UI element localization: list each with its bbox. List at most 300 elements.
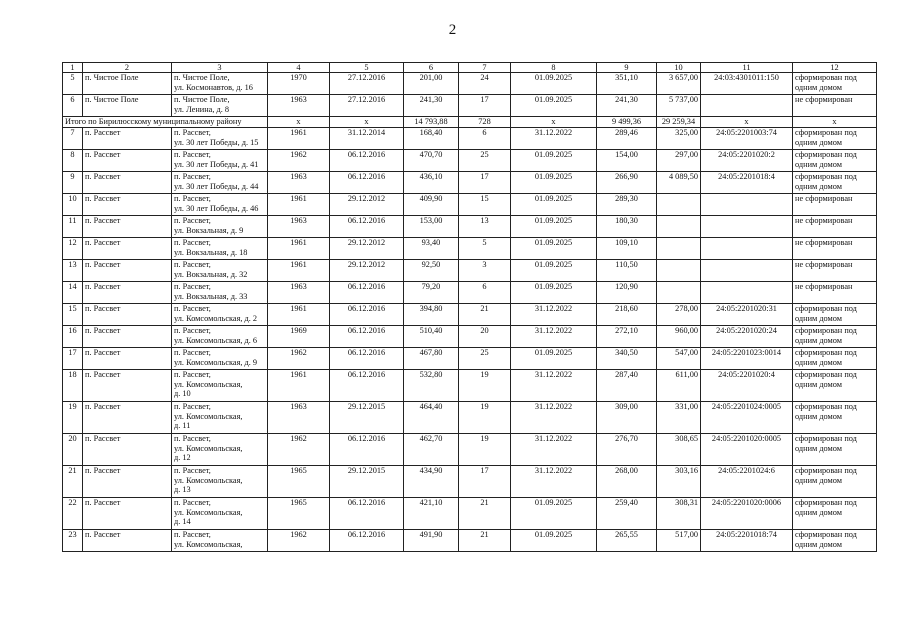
status-line: не сформирован [795, 95, 853, 104]
deadline: 01.09.2025 [511, 530, 597, 552]
recognition-date: 06.12.2016 [330, 282, 404, 304]
address [172, 304, 268, 326]
cadastral-number: 24:05:2201003:74 [701, 128, 793, 150]
area: 464,40 [404, 402, 459, 434]
build-year: 1961 [268, 304, 330, 326]
land-area: 4 089,50 [657, 172, 701, 194]
settlement: п. Рассвет [83, 326, 172, 348]
settlement: п. Рассвет [83, 498, 172, 530]
residents: 17 [459, 95, 511, 117]
settlement: п. Рассвет [83, 466, 172, 498]
row-number: 15 [63, 304, 83, 326]
land-area [657, 282, 701, 304]
status-line: одним домом [795, 335, 843, 345]
land-status [793, 95, 877, 117]
area: 92,50 [404, 260, 459, 282]
row-number: 13 [63, 260, 83, 282]
column-number: 7 [459, 63, 511, 73]
recognition-date: 29.12.2015 [330, 466, 404, 498]
row-number: 11 [63, 216, 83, 238]
settlement: п. Рассвет [83, 194, 172, 216]
recognition-date: 06.12.2016 [330, 150, 404, 172]
area: 462,70 [404, 434, 459, 466]
table-row [63, 434, 877, 466]
land-area: 547,00 [657, 348, 701, 370]
build-year: 1961 [268, 260, 330, 282]
status-line: одним домом [795, 475, 843, 485]
status-line: одним домом [795, 181, 843, 191]
deadline: 31.12.2022 [511, 370, 597, 402]
table-row [63, 128, 877, 150]
recognition-date: 06.12.2016 [330, 172, 404, 194]
deadline: 01.09.2025 [511, 172, 597, 194]
address-line: д. 11 [174, 421, 191, 431]
address-line: д. 13 [174, 485, 191, 495]
address [172, 95, 268, 117]
recognition-date: 06.12.2016 [330, 370, 404, 402]
status-line: сформирован под [795, 498, 857, 507]
area-2: 289,30 [597, 194, 657, 216]
residents: 19 [459, 402, 511, 434]
status-line: не сформирован [795, 194, 853, 203]
settlement: п. Рассвет [83, 282, 172, 304]
cadastral-number: 24:05:2201020:24 [701, 326, 793, 348]
area-2: 287,40 [597, 370, 657, 402]
column-number: 11 [701, 63, 793, 73]
land-status [793, 194, 877, 216]
total-deadline: х [511, 117, 597, 128]
status-line: одним домом [795, 443, 843, 453]
address [172, 466, 268, 498]
row-number: 7 [63, 128, 83, 150]
area: 436,10 [404, 172, 459, 194]
settlement: п. Рассвет [83, 150, 172, 172]
total-residents: 728 [459, 117, 511, 128]
address-line: п. Рассвет, [174, 326, 211, 335]
cadastral-number: 24:05:2201018:4 [701, 172, 793, 194]
column-number: 12 [793, 63, 877, 73]
cadastral-number [701, 260, 793, 282]
address [172, 402, 268, 434]
address-line: п. Рассвет, [174, 216, 211, 225]
address [172, 172, 268, 194]
address-line: ул. Вокзальная, д. 18 [174, 247, 248, 257]
status-line: сформирован под [795, 326, 857, 335]
deadline: 01.09.2025 [511, 238, 597, 260]
table-row [63, 530, 877, 552]
address [172, 370, 268, 402]
address-line: ул. Комсомольская, д. 2 [174, 313, 258, 323]
status-line: одним домом [795, 507, 843, 517]
residents: 19 [459, 370, 511, 402]
address-line: п. Рассвет, [174, 466, 211, 475]
residents: 24 [459, 73, 511, 95]
row-number: 8 [63, 150, 83, 172]
address-line: ул. Комсомольская, [174, 411, 243, 421]
address [172, 216, 268, 238]
column-number: 6 [404, 63, 459, 73]
residents: 6 [459, 128, 511, 150]
settlement: п. Рассвет [83, 260, 172, 282]
row-number: 16 [63, 326, 83, 348]
status-line: одним домом [795, 411, 843, 421]
area-2: 265,55 [597, 530, 657, 552]
address-line: ул. Комсомольская, [174, 443, 243, 453]
settlement: п. Чистое Поле [83, 73, 172, 95]
land-area: 297,00 [657, 150, 701, 172]
area: 394,80 [404, 304, 459, 326]
deadline: 31.12.2022 [511, 434, 597, 466]
cadastral-number: 24:05:2201020:4 [701, 370, 793, 402]
row-number: 9 [63, 172, 83, 194]
address-line: ул. Комсомольская, д. 6 [174, 335, 258, 345]
recognition-date: 29.12.2012 [330, 260, 404, 282]
address-line: п. Чистое Поле, [174, 95, 230, 104]
table-row [63, 194, 877, 216]
residents: 20 [459, 326, 511, 348]
build-year: 1961 [268, 370, 330, 402]
table-row [63, 498, 877, 530]
address [172, 194, 268, 216]
status-line: сформирован под [795, 466, 857, 475]
area-2: 289,46 [597, 128, 657, 150]
total-land-area: 29 259,34 [657, 117, 701, 128]
settlement: п. Рассвет [83, 238, 172, 260]
area-2: 218,60 [597, 304, 657, 326]
status-line: одним домом [795, 137, 843, 147]
area: 467,80 [404, 348, 459, 370]
area: 153,00 [404, 216, 459, 238]
status-line: одним домом [795, 313, 843, 323]
address [172, 73, 268, 95]
status-line: одним домом [795, 539, 843, 549]
residents: 5 [459, 238, 511, 260]
status-line: сформирован под [795, 172, 857, 181]
deadline: 01.09.2025 [511, 260, 597, 282]
settlement: п. Рассвет [83, 304, 172, 326]
status-line: сформирован под [795, 530, 857, 539]
address-line: п. Рассвет, [174, 402, 211, 411]
land-status [793, 348, 877, 370]
area-2: 241,30 [597, 95, 657, 117]
column-number: 5 [330, 63, 404, 73]
address-line: п. Рассвет, [174, 150, 211, 159]
status-line: одним домом [795, 82, 843, 92]
deadline: 01.09.2025 [511, 216, 597, 238]
recognition-date: 06.12.2016 [330, 348, 404, 370]
address-line: ул. Вокзальная, д. 33 [174, 291, 248, 301]
land-area: 303,16 [657, 466, 701, 498]
column-number: 4 [268, 63, 330, 73]
deadline: 01.09.2025 [511, 498, 597, 530]
land-status [793, 466, 877, 498]
total-area-2: 9 499,36 [597, 117, 657, 128]
recognition-date: 06.12.2016 [330, 498, 404, 530]
status-line: сформирован под [795, 150, 857, 159]
column-number: 9 [597, 63, 657, 73]
table-row [63, 95, 877, 117]
deadline: 01.09.2025 [511, 282, 597, 304]
build-year: 1963 [268, 282, 330, 304]
table-row [63, 282, 877, 304]
deadline: 31.12.2022 [511, 326, 597, 348]
settlement: п. Рассвет [83, 434, 172, 466]
area-2: 109,10 [597, 238, 657, 260]
table-row [63, 260, 877, 282]
total-label: Итого по Бирилюсскому муниципальному району [63, 117, 268, 128]
residents: 6 [459, 282, 511, 304]
row-number: 22 [63, 498, 83, 530]
recognition-date: 27.12.2016 [330, 95, 404, 117]
status-line: сформирован под [795, 348, 857, 357]
land-area [657, 216, 701, 238]
area: 168,40 [404, 128, 459, 150]
cadastral-number [701, 194, 793, 216]
recognition-date: 06.12.2016 [330, 216, 404, 238]
table-row [63, 238, 877, 260]
address [172, 348, 268, 370]
settlement: п. Рассвет [83, 370, 172, 402]
address [172, 498, 268, 530]
table-row [63, 150, 877, 172]
total-area: 14 793,88 [404, 117, 459, 128]
status-line: не сформирован [795, 260, 853, 269]
build-year: 1963 [268, 172, 330, 194]
status-line: не сформирован [795, 238, 853, 247]
address-line: п. Рассвет, [174, 238, 211, 247]
land-area: 331,00 [657, 402, 701, 434]
table-row [63, 73, 877, 95]
land-status [793, 128, 877, 150]
area-2: 351,10 [597, 73, 657, 95]
land-status [793, 326, 877, 348]
status-line: сформирован под [795, 402, 857, 411]
deadline: 01.09.2025 [511, 150, 597, 172]
residents: 21 [459, 304, 511, 326]
recognition-date: 06.12.2016 [330, 326, 404, 348]
table-row [63, 370, 877, 402]
housing-table [62, 62, 877, 552]
deadline: 01.09.2025 [511, 73, 597, 95]
address-line: ул. Комсомольская, [174, 379, 243, 389]
row-number: 12 [63, 238, 83, 260]
area-2: 268,00 [597, 466, 657, 498]
total-cadastral: х [701, 117, 793, 128]
address [172, 530, 268, 552]
build-year: 1963 [268, 216, 330, 238]
address-line: ул. 30 лет Победы, д. 41 [174, 159, 259, 169]
build-year: 1965 [268, 498, 330, 530]
residents: 17 [459, 172, 511, 194]
settlement: п. Чистое Поле [83, 95, 172, 117]
page-number: 2 [448, 22, 457, 38]
row-number: 6 [63, 95, 83, 117]
row-number: 21 [63, 466, 83, 498]
address-line: ул. Вокзальная, д. 32 [174, 269, 248, 279]
residents: 19 [459, 434, 511, 466]
address [172, 434, 268, 466]
deadline: 01.09.2025 [511, 95, 597, 117]
address-line: п. Чистое Поле, [174, 73, 230, 82]
area: 201,00 [404, 73, 459, 95]
area-2: 110,50 [597, 260, 657, 282]
residents: 13 [459, 216, 511, 238]
deadline: 31.12.2022 [511, 304, 597, 326]
land-area: 308,31 [657, 498, 701, 530]
area-2: 266,90 [597, 172, 657, 194]
land-status [793, 172, 877, 194]
row-number: 17 [63, 348, 83, 370]
build-year: 1962 [268, 530, 330, 552]
build-year: 1961 [268, 128, 330, 150]
settlement: п. Рассвет [83, 128, 172, 150]
recognition-date: 31.12.2014 [330, 128, 404, 150]
area: 491,90 [404, 530, 459, 552]
land-status [793, 434, 877, 466]
address-line: п. Рассвет, [174, 498, 211, 507]
column-number: 8 [511, 63, 597, 73]
land-status [793, 498, 877, 530]
settlement: п. Рассвет [83, 530, 172, 552]
land-area: 278,00 [657, 304, 701, 326]
recognition-date: 27.12.2016 [330, 73, 404, 95]
address-line: п. Рассвет, [174, 128, 211, 137]
cadastral-number: 24:05:2201020:2 [701, 150, 793, 172]
total-row [63, 117, 877, 128]
table-row [63, 348, 877, 370]
row-number: 14 [63, 282, 83, 304]
land-status [793, 150, 877, 172]
column-number-row [63, 63, 877, 73]
area-2: 180,30 [597, 216, 657, 238]
address-line: п. Рассвет, [174, 434, 211, 443]
build-year: 1965 [268, 466, 330, 498]
address-line: п. Рассвет, [174, 260, 211, 269]
land-status [793, 238, 877, 260]
land-area: 611,00 [657, 370, 701, 402]
build-year: 1962 [268, 348, 330, 370]
residents: 15 [459, 194, 511, 216]
address [172, 260, 268, 282]
table-row [63, 304, 877, 326]
address-line: ул. Комсомольская, [174, 507, 243, 517]
cadastral-number: 24:05:2201020:0006 [701, 498, 793, 530]
cadastral-number [701, 238, 793, 260]
area: 532,80 [404, 370, 459, 402]
land-area [657, 238, 701, 260]
land-area: 960,00 [657, 326, 701, 348]
residents: 17 [459, 466, 511, 498]
build-year: 1962 [268, 434, 330, 466]
cadastral-number: 24:05:2201018:74 [701, 530, 793, 552]
area-2: 154,00 [597, 150, 657, 172]
address-line: ул. Комсомольская, д. 9 [174, 357, 258, 367]
residents: 25 [459, 150, 511, 172]
land-area [657, 194, 701, 216]
cadastral-number: 24:05:2201020:0005 [701, 434, 793, 466]
address-line: п. Рассвет, [174, 304, 211, 313]
status-line: сформирован под [795, 370, 857, 379]
residents: 25 [459, 348, 511, 370]
address-line: п. Рассвет, [174, 172, 211, 181]
status-line: сформирован под [795, 73, 857, 82]
address-line: ул. Вокзальная, д. 9 [174, 225, 244, 235]
recognition-date: 06.12.2016 [330, 434, 404, 466]
address [172, 150, 268, 172]
address [172, 128, 268, 150]
build-year: 1961 [268, 194, 330, 216]
cadastral-number [701, 95, 793, 117]
row-number: 18 [63, 370, 83, 402]
address-line: ул. Космонавтов, д. 16 [174, 82, 253, 92]
total-date: х [330, 117, 404, 128]
cadastral-number: 24:05:2201023:0014 [701, 348, 793, 370]
build-year: 1963 [268, 402, 330, 434]
settlement: п. Рассвет [83, 402, 172, 434]
area: 421,10 [404, 498, 459, 530]
address-line: ул. 30 лет Победы, д. 46 [174, 203, 259, 213]
address [172, 326, 268, 348]
recognition-date: 06.12.2016 [330, 530, 404, 552]
land-status [793, 216, 877, 238]
row-number: 19 [63, 402, 83, 434]
settlement: п. Рассвет [83, 216, 172, 238]
status-line: сформирован под [795, 434, 857, 443]
build-year: 1970 [268, 73, 330, 95]
area: 93,40 [404, 238, 459, 260]
area: 434,90 [404, 466, 459, 498]
row-number: 20 [63, 434, 83, 466]
address [172, 282, 268, 304]
total-year: х [268, 117, 330, 128]
status-line: не сформирован [795, 216, 853, 225]
address-line: ул. Комсомольская, [174, 539, 243, 549]
table-row [63, 172, 877, 194]
deadline: 01.09.2025 [511, 194, 597, 216]
land-status [793, 402, 877, 434]
settlement: п. Рассвет [83, 348, 172, 370]
address-line: п. Рассвет, [174, 530, 211, 539]
row-number: 10 [63, 194, 83, 216]
deadline: 31.12.2022 [511, 128, 597, 150]
address-line: п. Рассвет, [174, 194, 211, 203]
address-line: д. 10 [174, 389, 191, 399]
address-line: д. 14 [174, 517, 191, 527]
status-line: одним домом [795, 159, 843, 169]
area-2: 259,40 [597, 498, 657, 530]
area-2: 340,50 [597, 348, 657, 370]
land-area: 517,00 [657, 530, 701, 552]
land-area: 308,65 [657, 434, 701, 466]
settlement: п. Рассвет [83, 172, 172, 194]
deadline: 01.09.2025 [511, 348, 597, 370]
address-line: ул. Комсомольская, [174, 475, 243, 485]
land-status [793, 73, 877, 95]
status-line: одним домом [795, 379, 843, 389]
cadastral-number: 24:05:2201024:0005 [701, 402, 793, 434]
land-status [793, 370, 877, 402]
area: 510,40 [404, 326, 459, 348]
recognition-date: 29.12.2015 [330, 402, 404, 434]
land-status [793, 530, 877, 552]
residents: 21 [459, 530, 511, 552]
address-line: п. Рассвет, [174, 282, 211, 291]
status-line: одним домом [795, 357, 843, 367]
cadastral-number: 24:05:2201020:31 [701, 304, 793, 326]
cadastral-number [701, 216, 793, 238]
table-row [63, 216, 877, 238]
cadastral-number: 24:05:2201024:6 [701, 466, 793, 498]
